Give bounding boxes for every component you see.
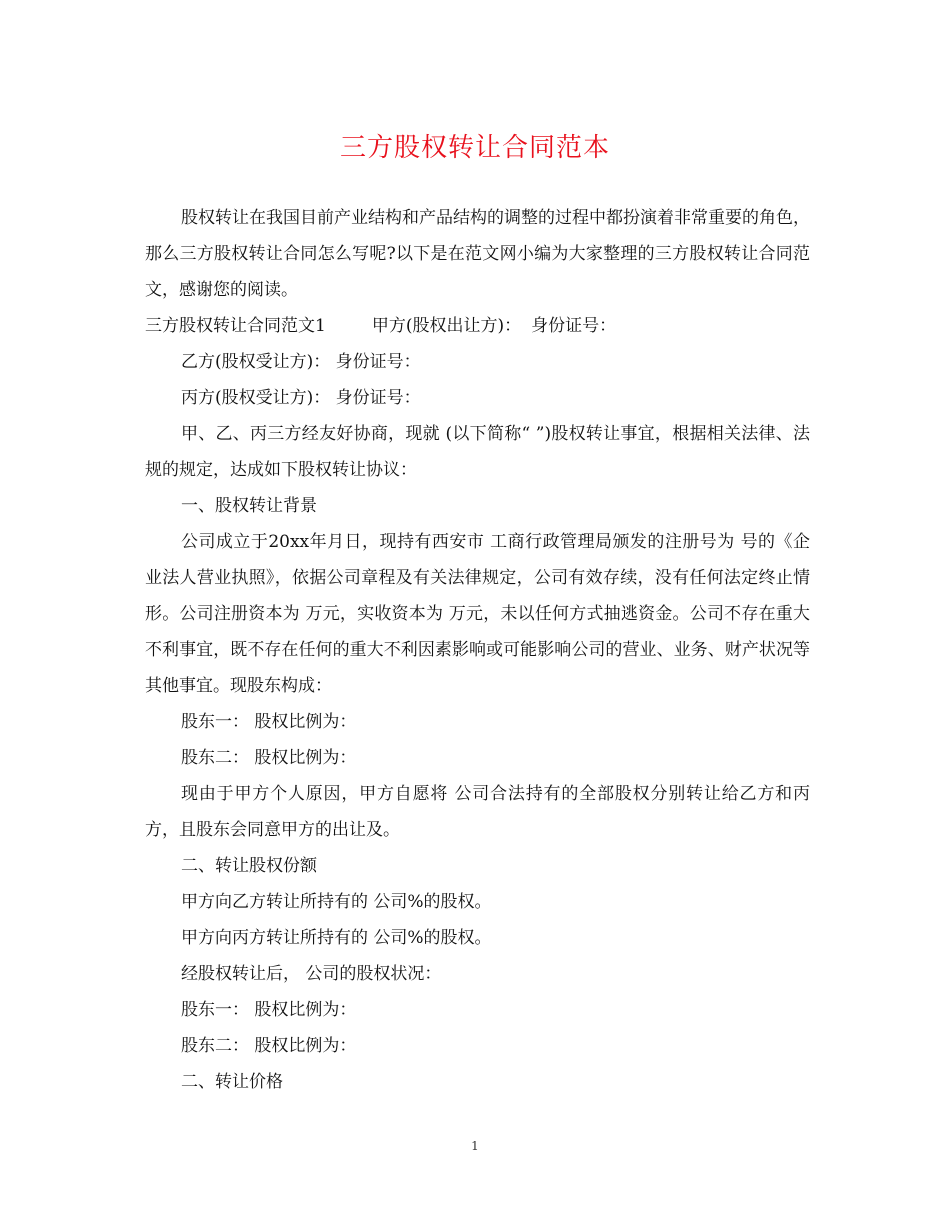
section-1-title: 一、股权转让背景 — [181, 496, 317, 516]
shareholder-1-after-line: 股东一： 股权比例为： — [181, 1000, 357, 1020]
after-transfer-line: 经股权转让后， 公司的股权状况： — [181, 964, 442, 984]
document-body — [145, 200, 810, 1100]
document-title: 三方股权转让合同范本 — [339, 133, 610, 163]
party-b-line: 乙方(股权受让方)： 身份证号： — [181, 352, 421, 372]
shareholder-2-after-line: 股东二： 股权比例为： — [181, 1036, 357, 1056]
section-3-title: 二、转让价格 — [181, 1072, 283, 1092]
transfer-to-c-line: 甲方向丙方转让所持有的 公司%的股权。 — [181, 928, 492, 948]
party-a-id-label: 身份证号： — [531, 316, 617, 336]
shareholder-1-line: 股东一： 股权比例为： — [181, 712, 357, 732]
transfer-reason-paragraph: 现由于甲方个人原因，甲方自愿将 公司合法持有的全部股权分别转让给乙方和丙方，且股东会同意甲方的出让及。 — [145, 784, 810, 840]
agreement-intro-paragraph: 甲、乙、丙三方经友好协商，现就 (以下简称“ ”)股权转让事宜，根据相关法律、法规的规定，达成如下股权转让协议： — [145, 424, 810, 480]
shareholder-2-line: 股东二： 股权比例为： — [181, 748, 357, 768]
sample-heading-line — [145, 308, 810, 344]
page-number: 1 — [471, 1139, 479, 1153]
party-c-line: 丙方(股权受让方)： 身份证号： — [181, 388, 421, 408]
transfer-to-b-line: 甲方向乙方转让所持有的 公司%的股权。 — [181, 892, 492, 912]
sample-heading: 三方股权转让合同范文1 — [145, 316, 326, 336]
section-2-title: 二、转让股权份额 — [181, 856, 317, 876]
section-1-paragraph: 公司成立于20xx年月日，现持有西安市 工商行政管理局颁发的注册号为 号的《企业法人营业执照》，依据公司章程及有关法律规定，公司有效存续，没有任何法定终止情形。公司注册资本为 万元，实收资本为 万元，未以任何方式抽逃资金。公司不存在重大不利事宜，既不存在任何的重大不利因素影响或可能影响公司的营业、业务、财产状况等其他事宜。现股东构成： — [145, 532, 810, 696]
party-a-label: 甲方(股权出让方)： — [371, 316, 522, 336]
intro-paragraph: 股权转让在我国目前产业结构和产品结构的调整的过程中都扮演着非常重要的角色，那么三方股权转让合同怎么写呢?以下是在范文网小编为大家整理的三方股权转让合同范文，感谢您的阅读。 — [145, 208, 810, 300]
